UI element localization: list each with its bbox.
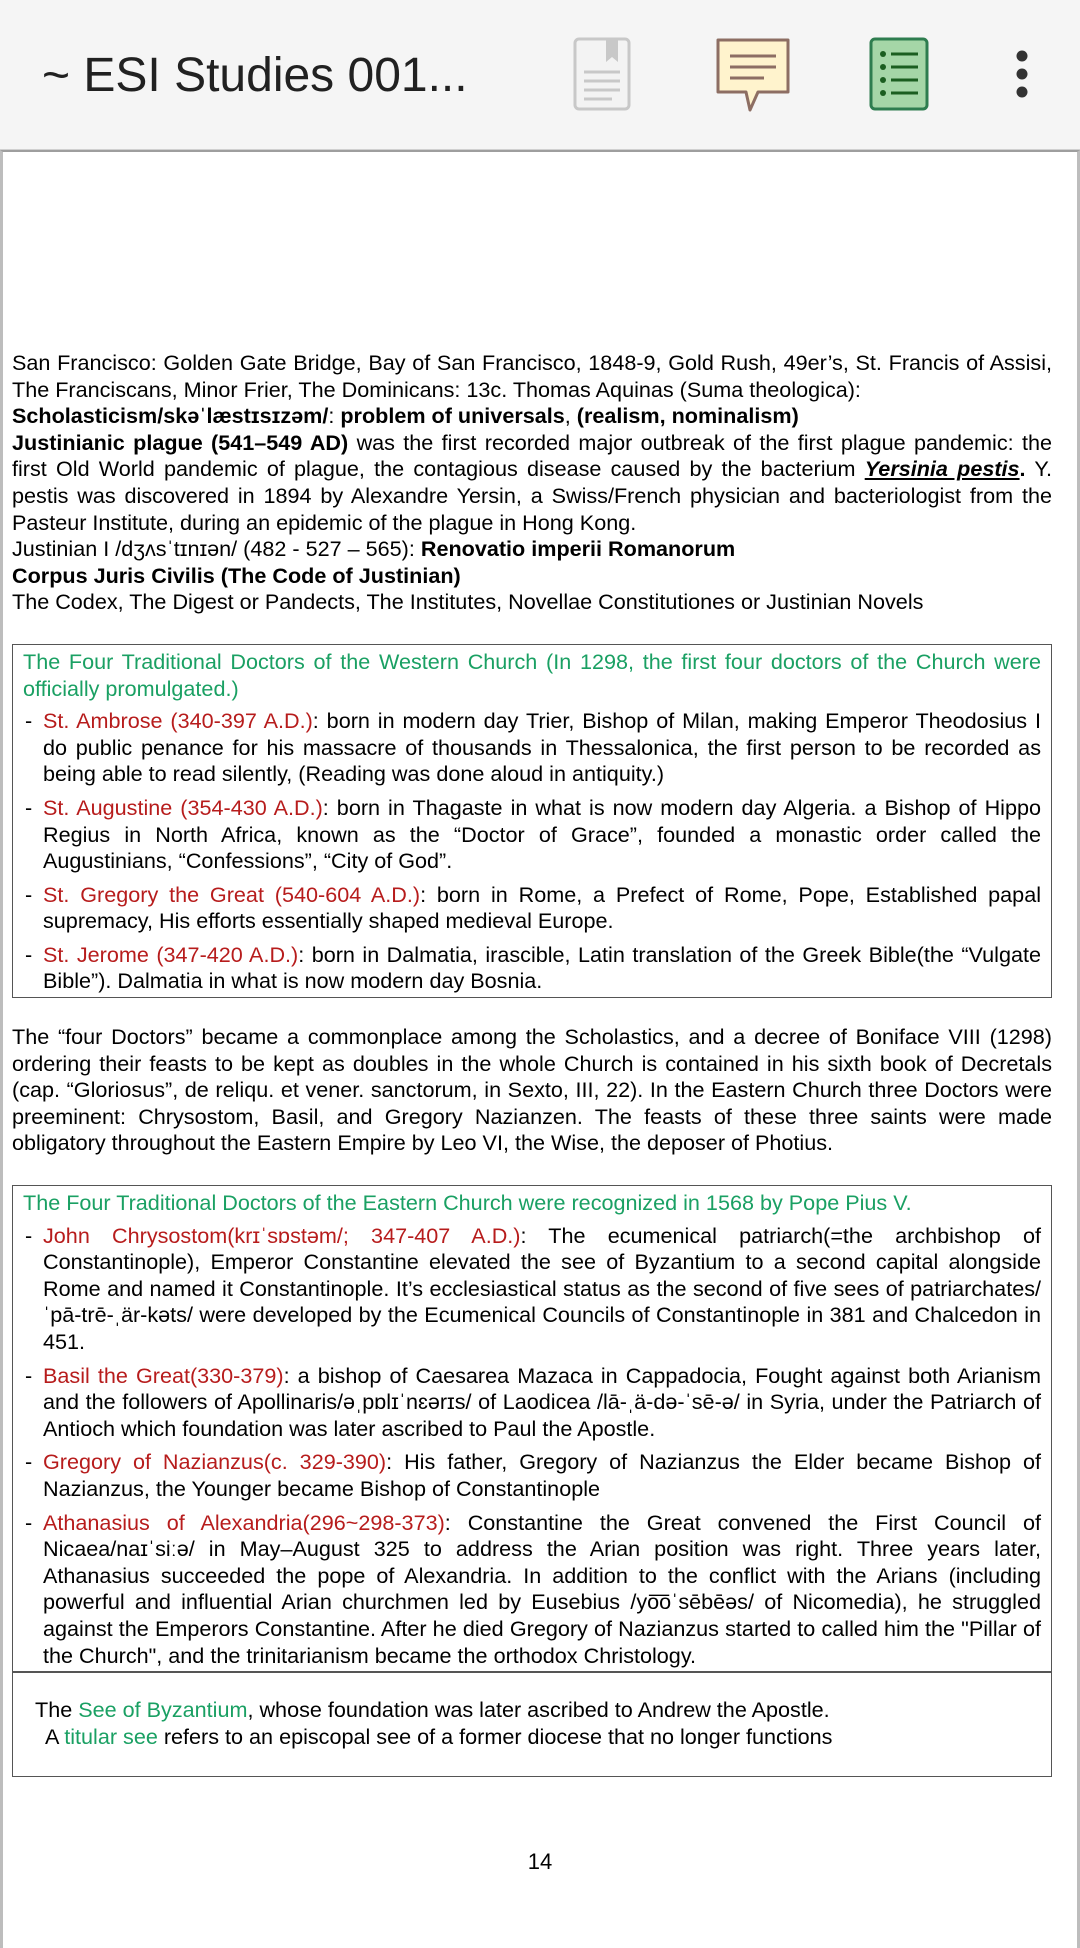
doctor-text: : His father, Gregory of Nazianzus the Elder became Bishop of Nazianzus, the Younger became Bishop of Constantinople (43, 1449, 1041, 1501)
doctor-name: St. Jerome (347-420 A.D.) (43, 941, 299, 967)
eastern-doctors-box (12, 1185, 1052, 1672)
doctor-text: : born in Dalmatia, irascible, Latin translation of the Greek Bible(the “Vulgate Bible”). Dalmatia in what is now modern day Bosnia. (43, 941, 1041, 994)
list-icon[interactable] (868, 36, 930, 117)
list-item (23, 1363, 1041, 1443)
note-text: The (35, 1697, 79, 1723)
titular-see-link[interactable]: titular see (64, 1723, 158, 1749)
note-text: , whose foundation was later ascribed to Andrew the Apostle. (247, 1697, 830, 1723)
eastern-heading: The Four Traditional Doctors of the Eastern Church were recognized in 1568 by Pope Pius V. (23, 1190, 912, 1216)
doctor-text: : born in Rome, a Prefect of Rome, Pope, Established papal supremacy, His efforts essentially shaped medieval Europe. (43, 881, 1041, 934)
more-icon[interactable] (1008, 50, 1036, 103)
see-of-byzantium-link[interactable]: See of Byzantium (78, 1697, 248, 1723)
doctor-name: Athanasius of Alexandria(296~298-373) (43, 1509, 445, 1535)
bookmark-icon[interactable] (572, 36, 632, 117)
intro-paragraph-1: San Francisco: Golden Gate Bridge, Bay of San Francisco, 1848-9, Gold Rush, 49er’s, St. Francis of Assisi, The Franciscans, Minor Frier, The Dominicans: 13c. Thomas Aquinas (Suma theologica): (12, 350, 1052, 402)
eastern-list (23, 1223, 1041, 1670)
justinian-line (12, 536, 1052, 563)
see-note-box (12, 1672, 1052, 1777)
plague-tail: Y. pestis was discovered in 1894 by Alexandre Yersin, a Swiss/French physician and bacteriologist from the Pasteur Institute, during an epidemic of the plague in Hong Kong. (12, 456, 1052, 535)
doctor-name: St. Gregory the Great (540-604 A.D.) (43, 881, 421, 907)
doctor-text: : born in modern day Trier, Bishop of Milan, making Emperor Theodosius I do public penance for his massacre of thousands in Thessalonica, the first person to be recorded as being able to read silently, (Reading was done aloud in antiquity.) (43, 708, 1041, 787)
app-bar (0, 0, 1080, 150)
realism-term: (realism, nominalism) (576, 403, 799, 429)
plague-term: Justinianic plague (541–549 AD) (12, 429, 349, 455)
separator-text: , (564, 403, 577, 429)
doctor-text: : Constantine the Great convened the First Council of Nicaea/naɪˈsiːə/ in May–August 325 to address the Arian position was right. Three years later, Athanasius succeeded the pope of Alexandria. In addition to the conflict with the Arians (including powerful and influential Arian churchmen led by Eusebius /yo͞oˈsēbēəs/ of Nicomedia), he struggled against the Emperors Constantine. After he died Gregory of Nazianzus started to called him the "Pillar of the Church", and the trinitarianism became the orthodox Christology. (43, 1509, 1041, 1668)
doctor-name: St. Ambrose (340-397 A.D.) (43, 708, 313, 734)
justinian-text: Justinian I /dʒʌsˈtɪnɪən/ (482 - 527 – 565): (12, 536, 421, 562)
page-content (12, 350, 1052, 1777)
yersinia-term: Yersinia pestis (864, 456, 1020, 482)
renovatio-term: Renovatio imperii Romanorum (420, 536, 736, 562)
doctor-name: John Chrysostom(krɪˈsɒstəm/; 347-407 A.D.) (43, 1222, 521, 1248)
list-item (23, 1449, 1041, 1502)
doctor-text: : a bishop of Caesarea Mazaca in Cappadocia, Fought against both Arianism and the followers of Apollinaris/əˌpɒlɪˈnɛərɪs/ of Laodicea /lā-ˌä-də-ˈsē-ə/ in Syria, under the Patriarch of Antioch which foundation was later ascribed to Paul the Apostle. (43, 1362, 1041, 1441)
corpus-juris-line: Corpus Juris Civilis (The Code of Justinian) (12, 562, 461, 588)
western-list (23, 708, 1041, 995)
doctor-name: Basil the Great(330-379) (43, 1362, 284, 1388)
plague-text: was the first recorded major outbreak of the first plague pandemic: the first Old World pandemic of plague, the contagious disease caused by the bacterium (12, 429, 1052, 482)
scholasticism-term: Scholasticism/skəˈlæstɪsɪzəm/ (12, 403, 329, 429)
notes-icon[interactable] (714, 36, 792, 119)
doctor-name: Gregory of Nazianzus(c. 329-390) (43, 1449, 387, 1475)
doctor-name: St. Augustine (354-430 A.D.) (43, 794, 323, 820)
see-line-2 (35, 1724, 1051, 1751)
page-number: 14 (527, 1849, 553, 1874)
list-item (23, 882, 1041, 935)
separator-text: : (328, 403, 341, 429)
list-item (23, 1510, 1041, 1670)
doctor-text: : born in Thagaste in what is now modern day Algeria. a Bishop of Hippo Regius in North Africa, known as the “Doctor of Grace”, founded a monastic order called the Augustinians, “Confessions”, “City of God”. (43, 794, 1042, 874)
western-heading: The Four Traditional Doctors of the Western Church (In 1298, the first four doctors of the Church were officially promulgated.) (23, 648, 1041, 701)
doctor-text: : The ecumenical patriarch(=the archbishop of Constantinople), Emperor Constantine elevated the see of Byzantium to a second capital alongside Rome and named it Constantinople. It’s ecclesiastical status as the second of five sees of patriarchates/ˈpā-trē-ˌär-kəts/ were developed by the Ecumenical Councils of Constantinople in 381 and Chalcedon in 451. (43, 1222, 1041, 1354)
codex-line: The Codex, The Digest or Pandects, The Institutes, Novellae Constitutiones or Justinian Novels (12, 589, 924, 615)
list-item (23, 1223, 1041, 1356)
four-doctors-paragraph: The “four Doctors” became a commonplace among the Scholastics, and a decree of Boniface VIII (1298) ordering their feasts to be kept as doubles in the whole Church is contained in his sixth book of Decretals (cap. “Gloriosus”, de reliqu. et vener. sanctorum, in Sexto, III, 22). In the Eastern Church three Doctors were preeminent: Chrysostom, Basil, and Gregory Nazianzen. The feasts of these three saints were made obligatory throughout the Eastern Empire by Leo VI, the Wise, the deposer of Photius. (12, 1024, 1052, 1156)
note-text: refers to an episcopal see of a former diocese that no longer functions (157, 1723, 833, 1749)
document-title[interactable]: ~ ESI Studies 001... (42, 49, 468, 102)
see-line-1 (35, 1697, 1051, 1724)
intro-paragraph-2 (12, 403, 1052, 430)
universals-term: problem of universals (340, 403, 565, 429)
plague-paragraph (12, 430, 1052, 536)
western-doctors-box (12, 644, 1052, 998)
list-item (23, 708, 1041, 788)
list-item (23, 942, 1041, 995)
period-text: . (1019, 456, 1026, 482)
list-item (23, 795, 1041, 875)
note-text: A (45, 1723, 65, 1749)
